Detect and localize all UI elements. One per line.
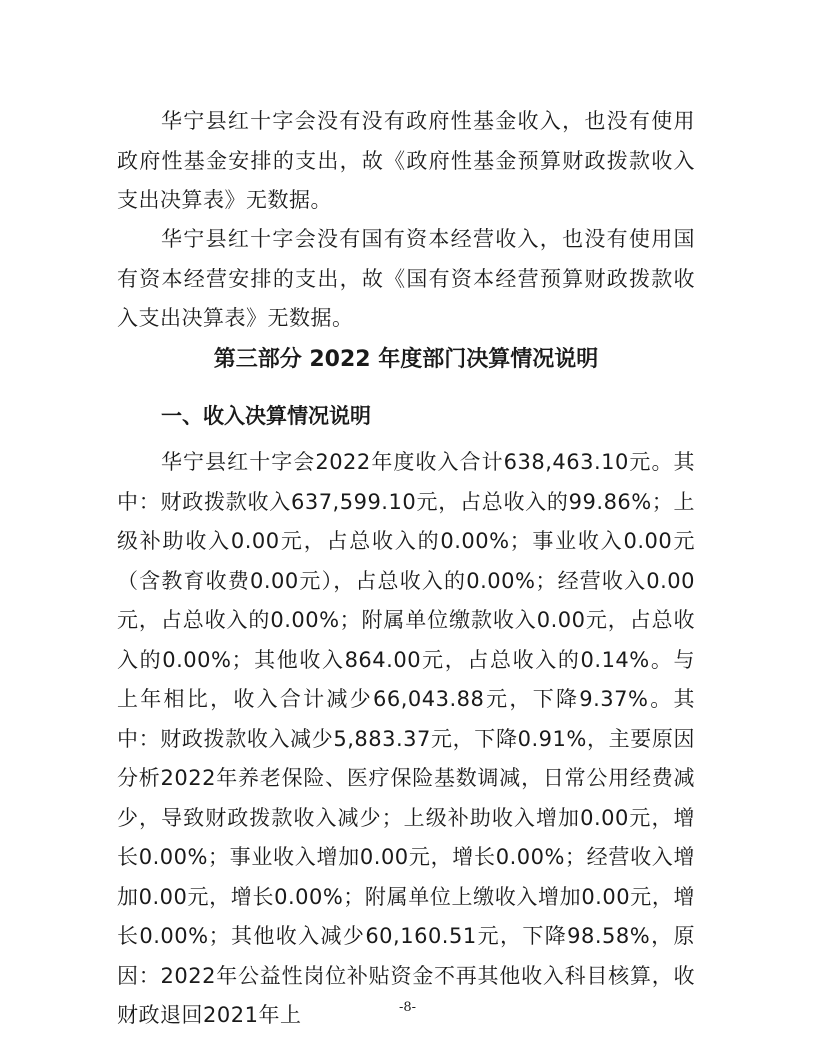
page-number: -8- — [398, 1000, 417, 1015]
paragraph-income-summary: 华宁县红十字会2022年度收入合计638,463.10元。其中：财政拨款收入637,599.10元，占总收入的99.86%；上级补助收入0.00元，占总收入的0.00%；事业收入0.00元（含教育收费0.00元），占总收入的0.00%；经营收入0.00元，占总收入的0.00%；附属单位缴款收入0.00元，占总收入的0.00%；其他收入864.00元，占总收入的0.14%。与上年相比，收入合计减少66,043.88元，下降9.37%。其中：财政拨款收入减少5,883.37元，下降0.91%，主要原因分析2022年养老保险、医疗保险基数调减，日常公用经费减少，导致财政拨款收入减少；上级补助收入增加0.00元，增长0.00%；事业收入增加0.00元，增长0.00%；经营收入增加0.00元，增长0.00%；附属单位上缴收入增加0.00元，增长0.00%；其他收入减少60,160.51元，下降98.58%，原因：2022年公益性岗位补贴资金不再其他收入科目核算，收财政退回2021年上 — [117, 450, 695, 1027]
paragraph-state-capital: 华宁县红十字会没有国有资本经营收入，也没有使用国有资本经营安排的支出，故《国有资本经营预算财政拨款收入支出决算表》无数据。 — [117, 227, 695, 330]
part-title: 第三部分 2022 年度部门决算情况说明 — [213, 347, 599, 372]
paragraph-government-fund: 华宁县红十字会没有没有政府性基金收入，也没有使用政府性基金安排的支出，故《政府性基金预算财政拨款收入支出决算表》无数据。 — [117, 109, 695, 212]
section-title: 一、收入决算情况说明 — [161, 404, 371, 428]
